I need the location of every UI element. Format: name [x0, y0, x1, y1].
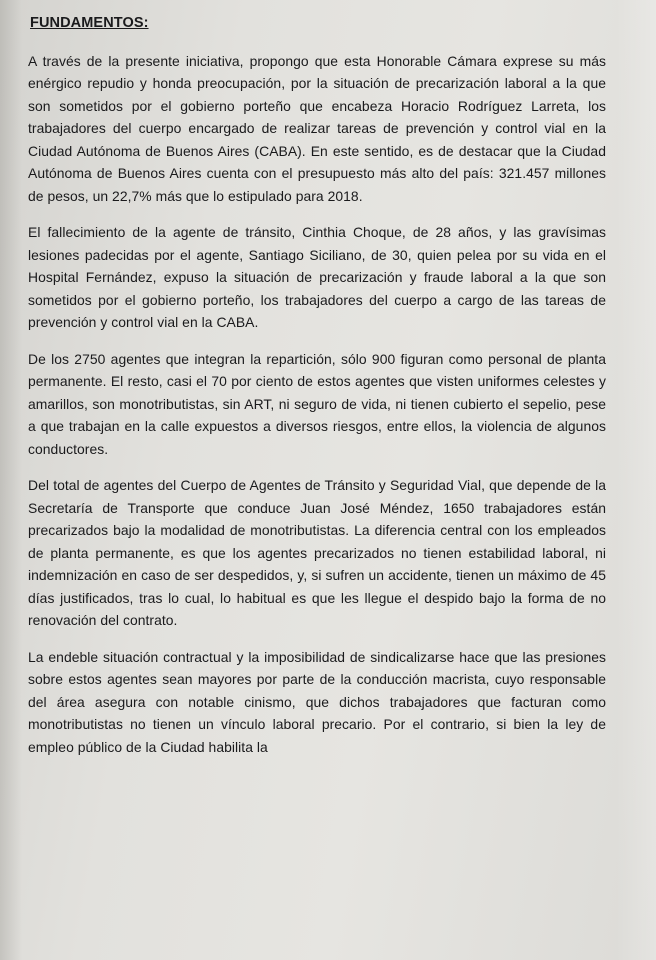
page-shadow-left: [0, 0, 22, 960]
section-heading: FUNDAMENTOS:: [30, 15, 149, 31]
page-glare-right: [616, 0, 656, 960]
paragraph-5: La endeble situación contractual y la imposibilidad de sindicalizarse hace que las presiones sobre estos agentes sean mayores por parte de la conducción macrista, cuyo responsable del área asegura con notable cinismo, que dichos trabajadores que facturan como monotributistas no tienen un vínculo laboral precario. Por el contrario, si bien la ley de empleo público de la Ciudad habilita la: [28, 648, 606, 755]
paragraph-4: Del total de agentes del Cuerpo de Agentes de Tránsito y Seguridad Vial, que depende de la Secretaría de Transporte que conduce Juan José Méndez, 1650 trabajadores están precarizados bajo la modalidad de monotributistas. La diferencia central con los empleados de planta permanente, es que los agentes precarizados no tienen estabilidad laboral, ni indemnización en caso de ser despedidos, y, si sufren un accidente, tienen un máximo de 45 días justificados, tras lo cual, lo habitual es que les llegue el despido bajo la forma de no renovación del contrato.: [28, 477, 606, 628]
paragraph-1: A través de la presente iniciativa, propongo que esta Honorable Cámara exprese su más enérgico repudio y honda preocupación, por la situación de precarización laboral a la que son sometidos por el gobierno porteño que encabeza Horacio Rodríguez Larreta, los trabajadores del cuerpo encargado de realizar tareas de prevención y control vial en la Ciudad Autónoma de Buenos Aires (CABA). En este sentido, es de destacar que la Ciudad Autónoma de Buenos Aires cuenta con el presupuesto más alto del país: 321.457 millones de pesos, un 22,7% más que lo estipulado para 2018.: [28, 52, 606, 204]
paragraph-2: El fallecimiento de la agente de tránsito, Cinthia Choque, de 28 años, y las gravísimas lesiones padecidas por el agente, Santiago Siciliano, de 30, quien pelea por su vida en el Hospital Fernández, expuso la situación de precarización y fraude laboral a la que son sometidos por el gobierno porteño, los trabajadores del cuerpo a cargo de las tareas de prevención y control vial en la CABA.: [28, 224, 606, 330]
paragraph-3: De los 2750 agentes que integran la repartición, sólo 900 figuran como personal de planta permanente. El resto, casi el 70 por ciento de estos agentes que visten uniformes celestes y amarillos, son monotributistas, sin ART, ni seguro de vida, ni tienen cubierto el sepelio, pese a que trabajan en la calle expuestos a diversos riesgos, entre ellos, la violencia de algunos conductores.: [28, 350, 606, 457]
document-body: [28, 12, 606, 758]
